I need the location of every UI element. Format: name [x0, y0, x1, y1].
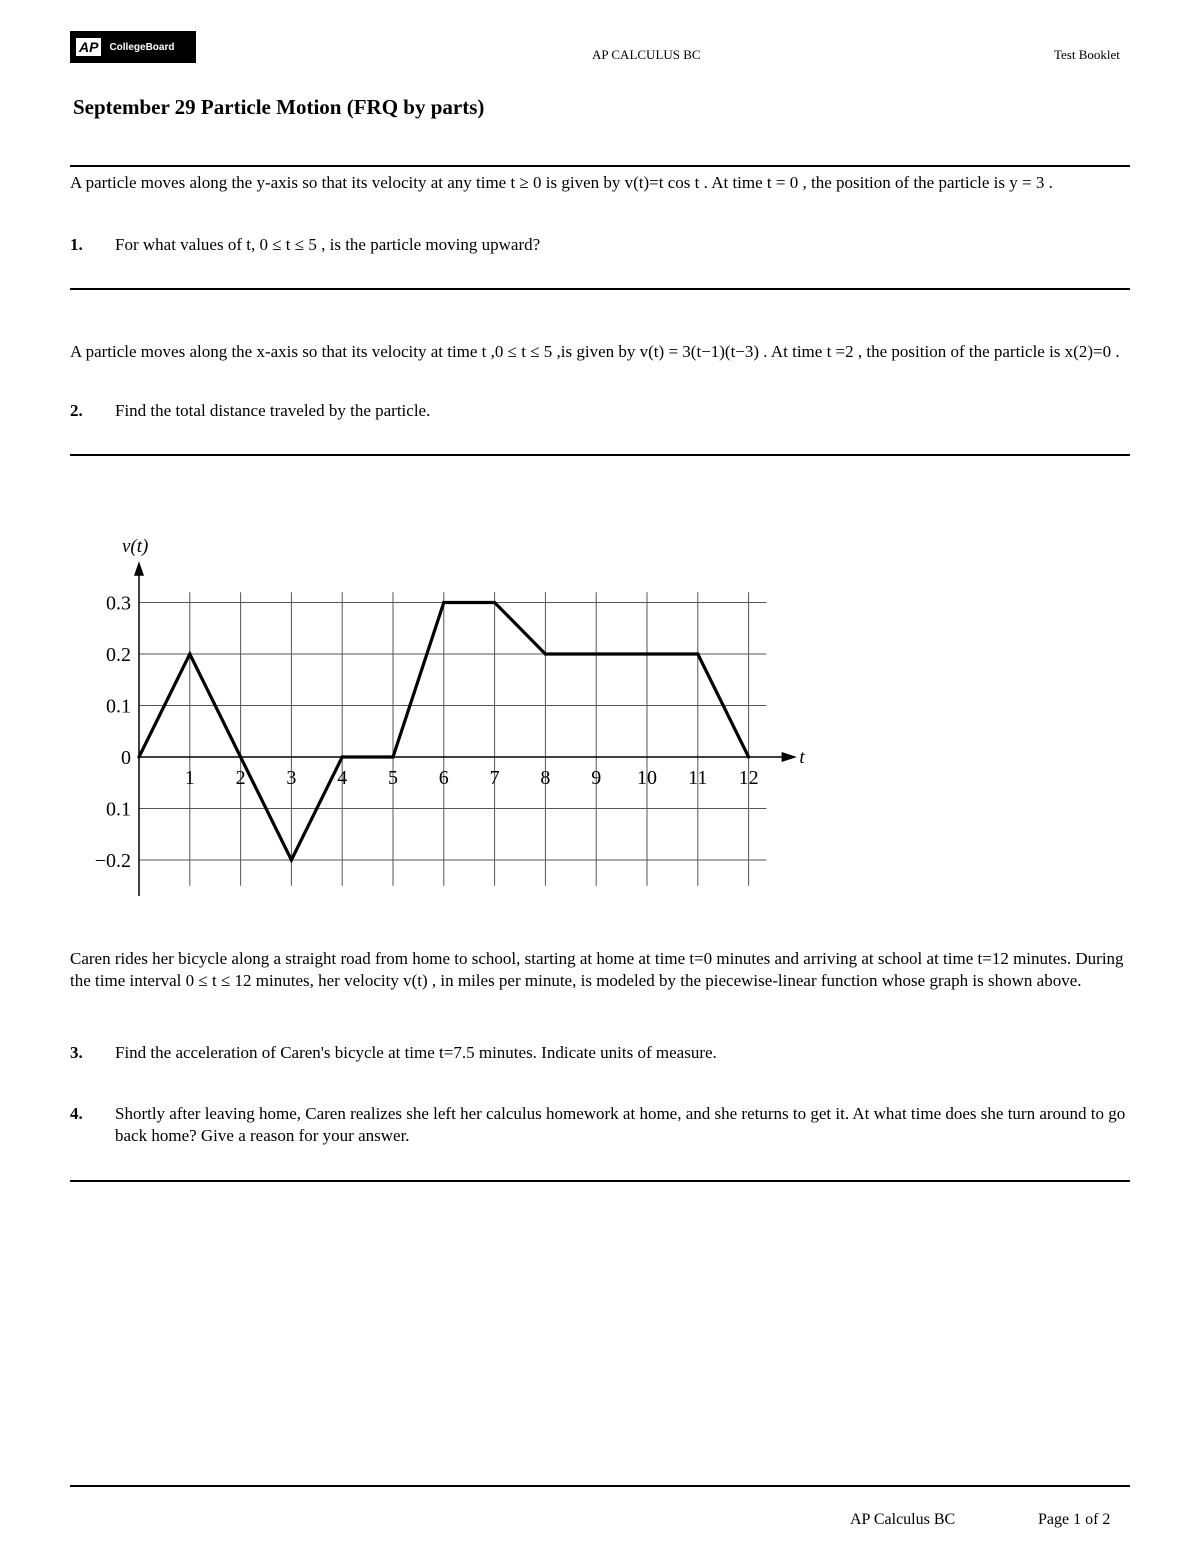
question-number: 4. — [70, 1104, 83, 1123]
logo-collegeboard-wordmark: CollegeBoard — [109, 41, 175, 53]
x-tick-label: 2 — [235, 767, 246, 789]
y-tick-label: 0.1 — [106, 798, 131, 821]
header-booklet: Test Booklet — [1054, 47, 1120, 62]
divider — [70, 454, 1130, 456]
logo-ap-mark: AP — [76, 38, 101, 56]
divider — [70, 288, 1130, 290]
x-axis-label: t — [799, 747, 805, 768]
question-number: 1. — [70, 235, 83, 254]
question-text: Shortly after leaving home, Caren realizes she left her calculus homework at home, and she returns to get it. At what time does she turn around to go back home? Give a reason for your answer. — [115, 1104, 1126, 1145]
x-tick-label: 12 — [738, 767, 759, 789]
y-tick-label: 0.1 — [106, 695, 131, 718]
x-tick-label: 10 — [637, 767, 657, 789]
data-point — [645, 652, 648, 655]
data-point — [290, 858, 293, 861]
y-axis-arrow — [134, 561, 144, 575]
x-tick-label: 7 — [489, 767, 500, 789]
question-1 — [70, 234, 1135, 256]
data-point — [137, 755, 140, 758]
data-point — [391, 755, 394, 758]
section-2-stem: A particle moves along the x-axis so that its velocity at time t ,0 ≤ t ≤ 5 ,is given by v(t) = 3(t−1)(t−3) . At time t =2 , the position of the particle is x(2)=0 . — [70, 342, 1120, 361]
x-tick-label: 8 — [540, 767, 551, 789]
data-point — [442, 601, 445, 604]
data-point — [696, 652, 699, 655]
ap-collegeboard-logo — [70, 31, 196, 63]
question-text: For what values of t, 0 ≤ t ≤ 5 , is the particle moving upward? — [115, 235, 541, 254]
x-tick-label: 9 — [591, 767, 602, 789]
data-point — [595, 652, 598, 655]
x-tick-label: 5 — [388, 767, 398, 789]
velocity-graph — [0, 520, 820, 910]
data-point — [188, 652, 191, 655]
question-text: Find the acceleration of Caren's bicycle at time t=7.5 minutes. Indicate units of measure. — [115, 1043, 717, 1062]
section-1-stem: A particle moves along the y-axis so that its velocity at any time t ≥ 0 is given by v(t)=t cos t . At time t = 0 , the position of the particle is y = 3 . — [70, 173, 1053, 192]
data-point — [239, 755, 242, 758]
y-tick-label: −0.2 — [94, 850, 131, 872]
question-3 — [70, 1042, 1135, 1064]
x-tick-label: 3 — [286, 767, 297, 789]
y-axis-label: v(t) — [122, 536, 149, 557]
question-2 — [70, 400, 1135, 422]
y-tick-label: 0 — [121, 747, 131, 769]
x-tick-label: 4 — [337, 767, 348, 789]
question-number: 2. — [70, 401, 83, 420]
section-3-stem: Caren rides her bicycle along a straight road from home to school, starting at home at time t=0 minutes and arriving at school at time t=12 minutes. During the time interval 0 ≤ t ≤ 12 minutes, her velocity v(t) , in miles per minute, is modeled by the piecewise-linear function whose graph is shown above. — [70, 949, 1124, 990]
footer-page-number: Page 1 of 2 — [1038, 1511, 1111, 1528]
footer-divider — [70, 1485, 1130, 1487]
x-tick-label: 1 — [184, 767, 195, 789]
divider — [70, 165, 1130, 167]
y-tick-label: 0.3 — [106, 592, 131, 615]
divider — [70, 1180, 1130, 1182]
header-course: AP CALCULUS BC — [592, 47, 701, 62]
question-4 — [70, 1103, 1135, 1147]
data-point — [747, 755, 750, 758]
y-tick-label: 0.2 — [106, 644, 131, 666]
page-title: September 29 Particle Motion (FRQ by parts) — [73, 95, 485, 119]
footer-course: AP Calculus BC — [850, 1511, 956, 1528]
question-number: 3. — [70, 1043, 83, 1062]
x-tick-label: 11 — [688, 767, 708, 789]
data-point — [341, 755, 344, 758]
data-point — [493, 601, 496, 604]
question-text: Find the total distance traveled by the particle. — [115, 401, 431, 420]
x-axis-arrow — [782, 752, 797, 762]
data-point — [544, 652, 547, 655]
x-tick-label: 6 — [438, 767, 449, 789]
